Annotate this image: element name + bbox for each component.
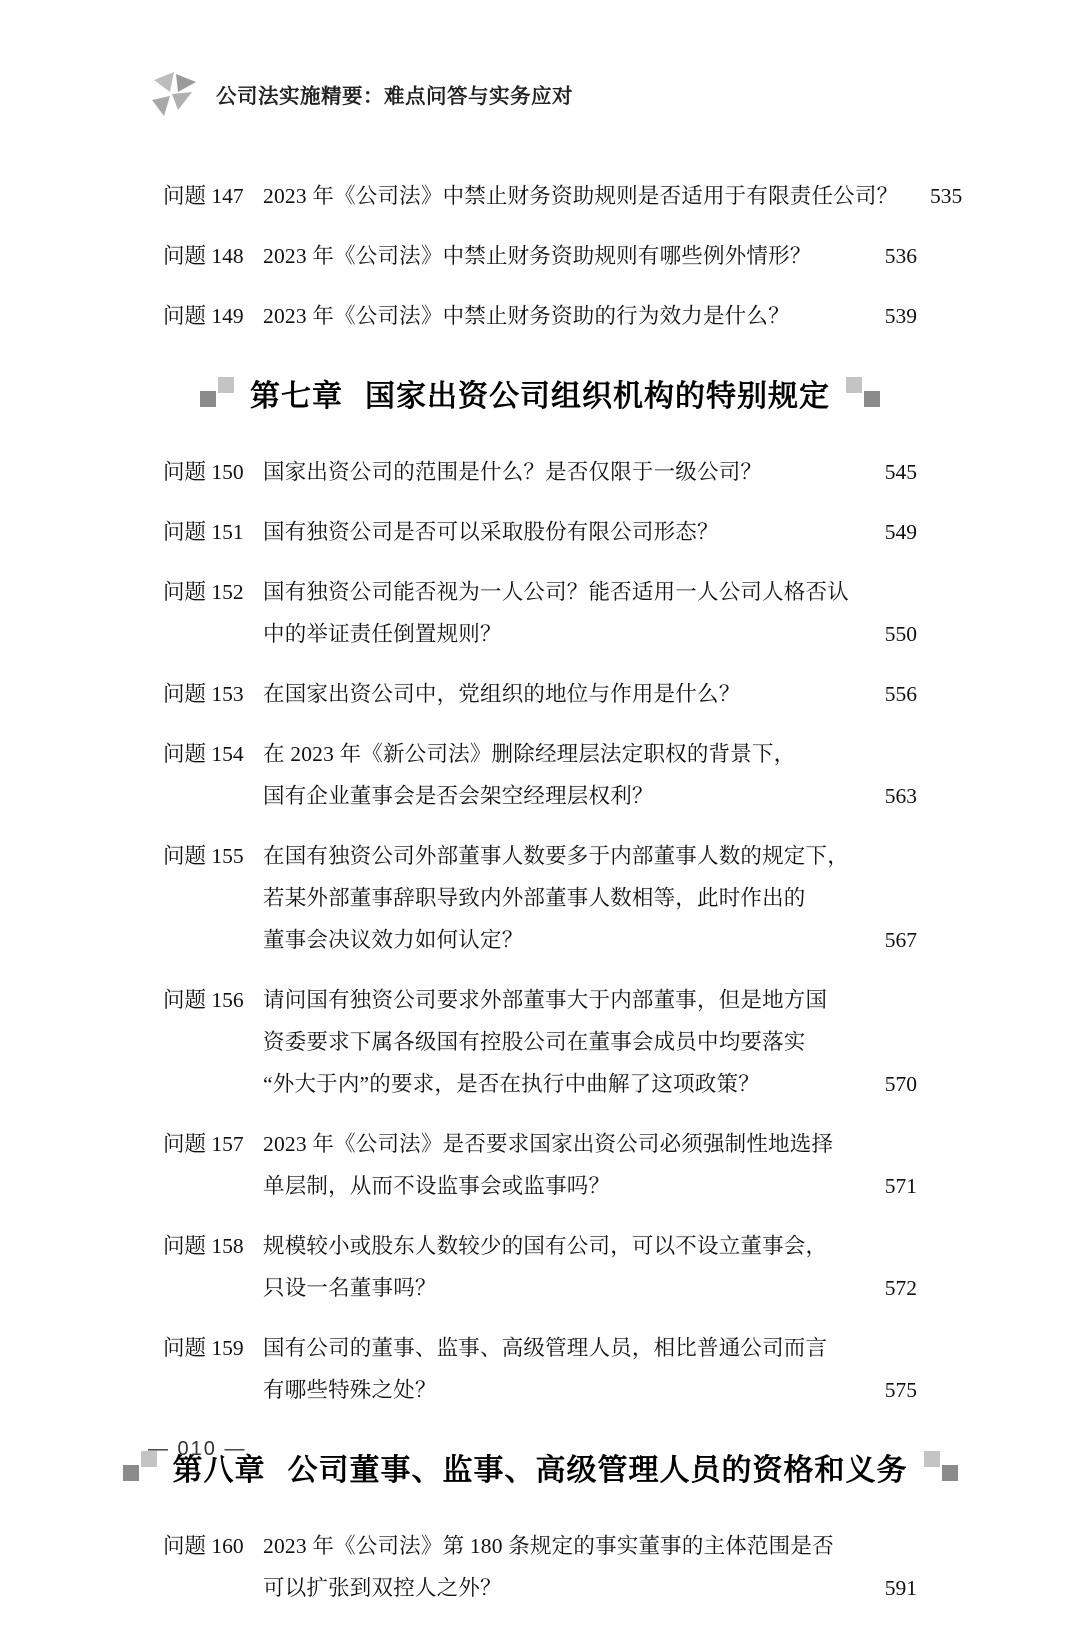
chapter-decoration-right-icon (924, 1451, 958, 1483)
chapter-heading (163, 1445, 917, 1489)
toc-entry-text: 请问国有独资公司要求外部董事大于内部董事，但是地方国 (263, 988, 828, 1012)
toc-entry-line (263, 613, 917, 655)
toc-entry-text: 规模较小或股东人数较少的国有公司，可以不设立董事会， (263, 1234, 828, 1258)
toc-entry-lines (263, 175, 963, 217)
toc-entry-page-number: 549 (884, 520, 917, 544)
toc-entry-page-number: 536 (884, 244, 917, 268)
toc-entry-text: 只设一名董事吗？ (263, 1276, 437, 1300)
toc-entry-page-number: 539 (884, 304, 917, 328)
toc-entry-line (263, 511, 917, 553)
toc-entry-label: 问题 160 (163, 1534, 244, 1558)
toc-entry-text: 国有独资公司能否视为一人公司？能否适用一人公司人格否认 (263, 580, 849, 604)
toc-entry-lines (263, 979, 917, 1105)
toc-entry-line (263, 1567, 917, 1609)
toc-entry-line (263, 1225, 917, 1267)
chapter-decoration-left-icon (200, 377, 234, 409)
toc-entry-lines (263, 511, 917, 553)
toc-entry-lines (263, 451, 917, 493)
toc-entry-page-number: 591 (884, 1576, 917, 1600)
chapter-number: 第七章 (250, 380, 343, 413)
toc-entry-line (263, 1267, 917, 1309)
toc-entry-text: 在国有独资公司外部董事人数要多于内部董事人数的规定下， (263, 844, 849, 868)
toc-entry-line (263, 1525, 917, 1567)
toc-body (163, 175, 963, 1627)
toc-entry-label: 问题 152 (163, 580, 244, 604)
toc-entry-line (263, 835, 917, 877)
toc-entry-line (263, 1165, 917, 1207)
toc-entry[interactable] (163, 451, 917, 493)
chapter-number: 第八章 (172, 1454, 266, 1487)
toc-entry-lines (263, 673, 917, 715)
toc-entry-label: 问题 147 (163, 184, 244, 208)
toc-entry-page-number: 575 (884, 1378, 917, 1402)
toc-entry-text: 2023 年《公司法》中禁止财务资助的行为效力是什么？ (263, 304, 790, 328)
toc-entry-line (263, 235, 917, 277)
toc-entry[interactable] (163, 835, 917, 961)
toc-entry-text: 在 2023 年《新公司法》删除经理层法定职权的背景下， (263, 742, 796, 766)
toc-entry-line (263, 919, 917, 961)
toc-entry[interactable] (163, 1327, 917, 1411)
toc-entry-lines (263, 571, 917, 655)
toc-entry-lines (263, 1225, 917, 1309)
toc-entry-label: 问题 150 (163, 460, 244, 484)
toc-entry-line (263, 673, 917, 715)
toc-entry-line (263, 451, 917, 493)
toc-entry[interactable] (163, 295, 917, 337)
toc-entry[interactable] (163, 235, 917, 277)
toc-entry-label: 问题 148 (163, 244, 244, 268)
chapter-name: 国家出资公司组织机构的特别规定 (365, 380, 830, 413)
toc-entry-page-number: 545 (884, 460, 917, 484)
page-number-footer: — 010 — (148, 1438, 247, 1460)
toc-entry-text: 2023 年《公司法》中禁止财务资助规则有哪些例外情形？ (263, 244, 812, 268)
toc-entry[interactable] (163, 175, 963, 217)
toc-entry-text: 国家出资公司的范围是什么？是否仅限于一级公司？ (263, 460, 763, 484)
toc-entry-label: 问题 156 (163, 988, 244, 1012)
toc-entry-page-number: 556 (884, 682, 917, 706)
toc-entry[interactable] (163, 673, 917, 715)
toc-entry-line (263, 1123, 917, 1165)
toc-entry[interactable] (163, 1123, 917, 1207)
toc-entry-line (263, 979, 917, 1021)
toc-entry-text: 可以扩张到双控人之外？ (263, 1576, 502, 1600)
toc-entry-text: 国有公司的董事、监事、高级管理人员，相比普通公司而言 (263, 1336, 828, 1360)
toc-entry-label: 问题 151 (163, 520, 244, 544)
toc-entry-label: 问题 158 (163, 1234, 244, 1258)
toc-entry[interactable] (163, 733, 917, 817)
toc-entry[interactable] (163, 511, 917, 553)
chapter-name: 公司董事、监事、高级管理人员的资格和义务 (287, 1454, 908, 1487)
toc-entry-text: 有哪些特殊之处？ (263, 1378, 437, 1402)
toc-entry-text: 国有独资公司是否可以采取股份有限公司形态？ (263, 520, 719, 544)
toc-entry-line (263, 295, 917, 337)
toc-entry-lines (263, 835, 917, 961)
toc-entry-lines (263, 295, 917, 337)
toc-entry-line (263, 1021, 917, 1063)
toc-entry-lines (263, 1327, 917, 1411)
toc-entry-line (263, 175, 963, 217)
chapter-title (173, 1445, 908, 1489)
toc-entry-line (263, 1327, 917, 1369)
chapter-decoration-right-icon (846, 377, 880, 409)
header-title: 公司法实施精要：难点问答与实务应对 (216, 85, 573, 108)
toc-entry-text: 2023 年《公司法》是否要求国家出资公司必须强制性地选择 (263, 1132, 834, 1156)
running-header (148, 66, 573, 122)
toc-entry-label: 问题 149 (163, 304, 244, 328)
toc-entry-text: 单层制，从而不设监事会或监事吗？ (263, 1174, 611, 1198)
toc-entry-text: 董事会决议效力如何认定？ (263, 928, 524, 952)
toc-entry-line (263, 775, 917, 817)
chapter-heading (163, 371, 917, 415)
toc-entry-text: 2023 年《公司法》中禁止财务资助规则是否适用于有限责任公司？ (263, 184, 899, 208)
toc-entry-line (263, 1369, 917, 1411)
toc-entry-text: “外大于内”的要求，是否在执行中曲解了这项政策？ (263, 1072, 760, 1096)
toc-entry[interactable] (163, 1225, 917, 1309)
toc-entry-page-number: 567 (884, 928, 917, 952)
toc-entry-line (263, 1063, 917, 1105)
toc-entry-text: 在国家出资公司中，党组织的地位与作用是什么？ (263, 682, 741, 706)
toc-entry-page-number: 571 (884, 1174, 917, 1198)
toc-entry-text: 国有企业董事会是否会架空经理层权利？ (263, 784, 654, 808)
toc-entry[interactable] (163, 979, 917, 1105)
toc-entry[interactable] (163, 571, 917, 655)
toc-entry-label: 问题 153 (163, 682, 244, 706)
toc-entry-lines (263, 1123, 917, 1207)
toc-entry-label: 问题 154 (163, 742, 244, 766)
toc-entry-text: 若某外部董事辞职导致内外部董事人数相等，此时作出的 (263, 886, 806, 910)
toc-entry-text: 中的举证责任倒置规则？ (263, 622, 502, 646)
toc-entry-page-number: 572 (884, 1276, 917, 1300)
toc-entry-page-number: 550 (884, 622, 917, 646)
toc-entry-label: 问题 157 (163, 1132, 244, 1156)
toc-entry-label: 问题 159 (163, 1336, 244, 1360)
toc-entry-lines (263, 733, 917, 817)
toc-entry-text: 资委要求下属各级国有控股公司在董事会成员中均要落实 (263, 1030, 806, 1054)
toc-entry[interactable] (163, 1525, 917, 1609)
toc-entry-lines (263, 1525, 917, 1609)
toc-entry-lines (263, 235, 917, 277)
toc-entry-label: 问题 155 (163, 844, 244, 868)
toc-entry-page-number: 570 (884, 1072, 917, 1096)
brand-triangles-logo (148, 66, 204, 122)
chapter-title (250, 371, 830, 415)
toc-entry-line (263, 877, 917, 919)
toc-entry-text: 2023 年《公司法》第 180 条规定的事实董事的主体范围是否 (263, 1534, 834, 1558)
toc-entry-line (263, 733, 917, 775)
toc-entry-page-number: 563 (884, 784, 917, 808)
toc-entry-page-number: 535 (930, 184, 963, 208)
toc-entry-line (263, 571, 917, 613)
